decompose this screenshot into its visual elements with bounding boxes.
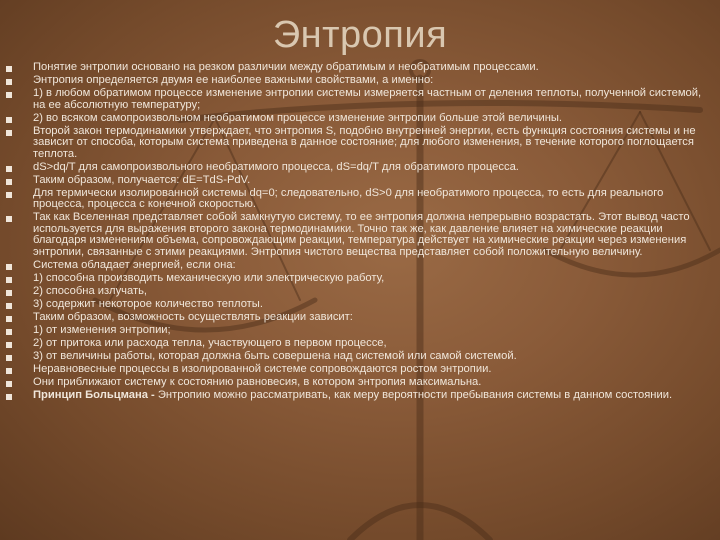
item-text: Второй закон термодинамики утверждает, что энтропия S, подобно внутренней энергии, есть функция состояния системы и не зависит от способа, которым система приведена в данное состояние; для любого изменения, в течение которого поглощается теплота.: [33, 124, 696, 160]
square-bullet-icon: [6, 290, 12, 296]
item-text: Энтропия определяется двумя ее наиболее важными свойствами, а именно:: [33, 73, 434, 86]
list-item: [6, 390, 714, 402]
square-bullet-icon: [6, 79, 12, 85]
square-bullet-icon: [6, 117, 12, 123]
list-item: [6, 162, 714, 174]
square-bullet-icon: [6, 166, 12, 172]
square-bullet-icon: [6, 92, 12, 98]
square-bullet-icon: [6, 303, 12, 309]
square-bullet-icon: [6, 277, 12, 283]
slide-title: Энтропия: [272, 14, 448, 56]
list-item: [6, 273, 714, 285]
item-text: 1) от изменения энтропии;: [33, 323, 171, 336]
item-text: Неравновесные процессы в изолированной системе сопровождаются ростом энтропии.: [33, 362, 492, 375]
item-text: 2) от притока или расхода тепла, участвующего в первом процессе,: [33, 336, 387, 349]
list-item: [6, 351, 714, 363]
list-item: [6, 260, 714, 272]
item-text: Так как Вселенная представляет собой замкнутую систему, то ее энтропия должна непрерывно возрастать. Этот вывод часто используется для выражения второго закона термодинамики. Точно так же, как давление влияет на химические реакции благодаря изменениям объема, сопровождающим реакции, температура действует на химические реакции через изменения энтропии, связанные с этими реакциями. Энтропия чистого вещества представляет собой положительную величину.: [33, 211, 690, 259]
item-text: Для термически изолированной системы dq=0; следовательно, dS>0 для необратимого процесса, то есть для реального процесса, процесса с конечной скоростью.: [33, 186, 664, 211]
list-item: [6, 126, 714, 161]
list-item: [6, 299, 714, 311]
square-bullet-icon: [6, 264, 12, 270]
square-bullet-icon: [6, 329, 12, 335]
list-item: [6, 312, 714, 324]
list-item: [6, 175, 714, 187]
square-bullet-icon: [6, 355, 12, 361]
square-bullet-icon: [6, 316, 12, 322]
list-item: [6, 62, 714, 74]
list-item: [6, 113, 714, 125]
list-item: [6, 212, 714, 258]
square-bullet-icon: [6, 381, 12, 387]
item-text: dS>dq/T для самопроизвольного необратимого процесса, dS=dq/T для обратимого процесса.: [33, 160, 519, 173]
item-text: Понятие энтропии основано на резком различии между обратимым и необратимым процессами.: [33, 61, 539, 73]
square-bullet-icon: [6, 394, 12, 400]
list-item: [6, 338, 714, 350]
item-text: 3) от величины работы, которая должна быть совершена над системой или самой системой.: [33, 349, 517, 362]
item-text: 2) во всяком самопроизвольном необратимом процессе изменение энтропии больше этой величины.: [33, 111, 563, 124]
square-bullet-icon: [6, 216, 12, 222]
item-text: 1) способна производить механическую или электрическую работу,: [33, 272, 385, 284]
bullet-list: [6, 62, 714, 403]
item-text: 3) содержит некоторое количество теплоты.: [33, 297, 263, 310]
item-text: Система обладает энергией, если она:: [33, 259, 236, 272]
item-bold-lead: Принцип Больцмана -: [33, 388, 155, 401]
square-bullet-icon: [6, 342, 12, 348]
list-item: [6, 286, 714, 298]
item-text: Таким образом, возможность осуществлять реакции зависит:: [33, 310, 353, 323]
square-bullet-icon: [6, 192, 12, 198]
item-text: Энтропию можно рассматривать, как меру вероятности пребывания системы в данном состоянии.: [154, 388, 673, 401]
item-text: 1) в любом обратимом процессе изменение энтропии системы измеряется частным от деления теплоты, полученной системой, на ее абсолютную температуру;: [33, 86, 702, 111]
item-text: Они приближают систему к состоянию равновесия, в котором энтропия максимальна.: [33, 375, 482, 388]
square-bullet-icon: [6, 179, 12, 185]
list-item: [6, 377, 714, 389]
item-text: Таким образом, получается: dE=TdS-PdV.: [33, 173, 251, 186]
list-item: [6, 88, 714, 111]
list-item: [6, 325, 714, 337]
square-bullet-icon: [6, 66, 12, 72]
square-bullet-icon: [6, 130, 12, 136]
list-item: [6, 364, 714, 376]
square-bullet-icon: [6, 368, 12, 374]
list-item: [6, 75, 714, 87]
list-item: [6, 188, 714, 211]
item-text: 2) способна излучать,: [33, 284, 148, 297]
